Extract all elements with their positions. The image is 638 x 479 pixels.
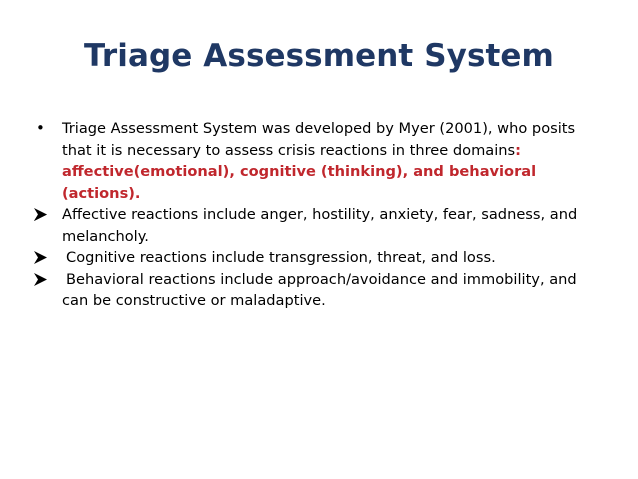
list-item <box>34 204 599 247</box>
arrow-check-icon <box>34 269 54 286</box>
bullet-text: Triage Assessment System was developed by Myer (2001), who posits that it is necessary to assess crisis reactions in three domains <box>62 120 576 159</box>
arrow-check-icon <box>34 247 54 264</box>
slide-title: Triage Assessment System <box>84 38 554 74</box>
list-item <box>34 247 599 269</box>
bullet-text: Cognitive reactions include transgression, threat, and loss. <box>66 249 496 266</box>
list-item <box>34 118 599 204</box>
arrow-check-icon <box>34 204 54 221</box>
bullet-list <box>34 118 599 312</box>
highlight-text: : affective(emotional), cognitive (thinking), and behavioral (actions). <box>62 141 537 202</box>
bullet-text: Behavioral reactions include approach/avoidance and immobility, and can be constructive or maladaptive. <box>62 270 577 309</box>
list-item <box>34 269 599 312</box>
bullet-dot-icon: • <box>36 119 45 137</box>
bullet-text: Affective reactions include anger, hostility, anxiety, fear, sadness, and melancholy. <box>62 206 578 245</box>
